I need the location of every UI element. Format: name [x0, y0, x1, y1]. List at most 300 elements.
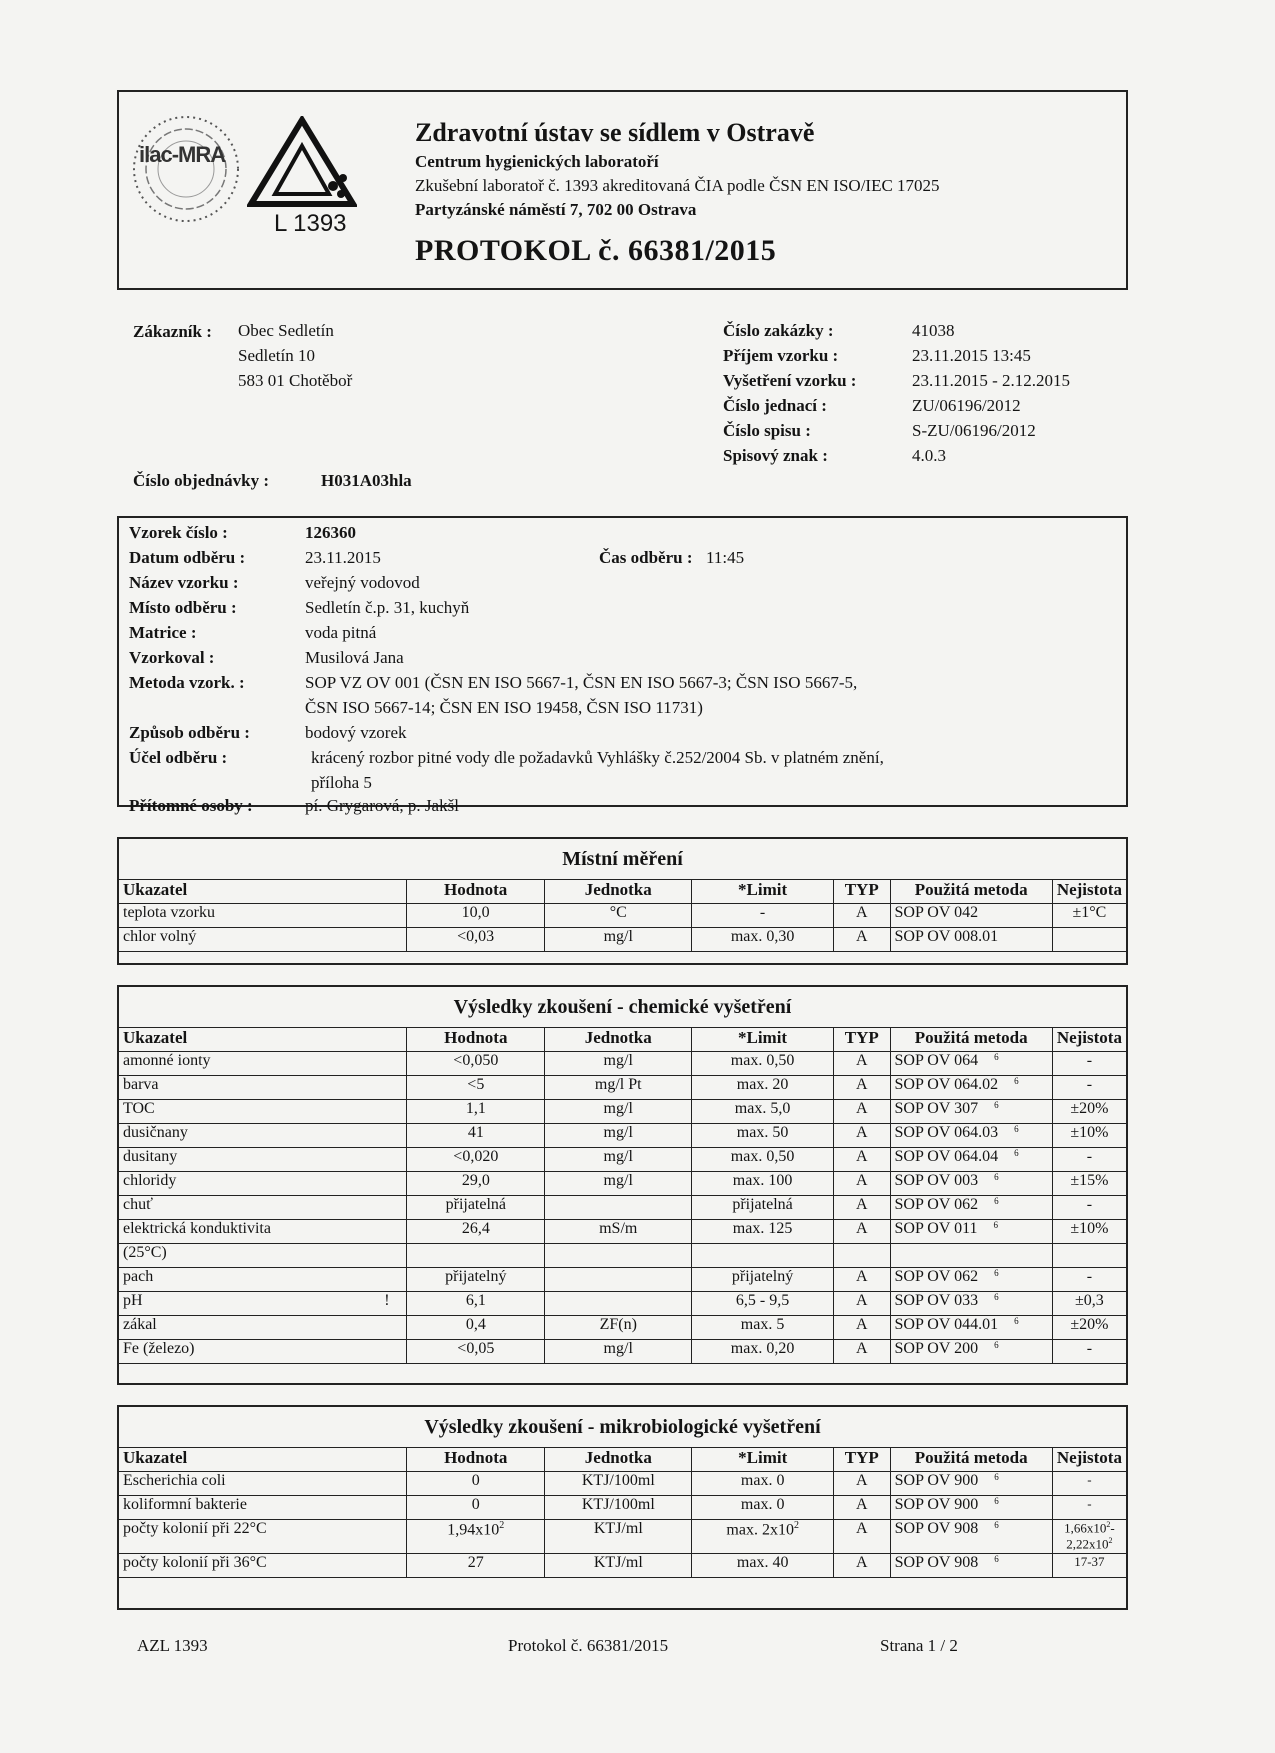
method-text: SOP OV 900	[894, 1496, 979, 1513]
cell: 26,4	[407, 1220, 545, 1244]
cell: A	[833, 1316, 890, 1340]
sampling-purpose-label: Účel odběru :	[129, 748, 228, 767]
col-header: TYP	[833, 880, 890, 904]
cell	[1052, 1520, 1126, 1554]
col-header: TYP	[834, 1448, 891, 1472]
cell: zákal	[119, 1316, 368, 1340]
customer-city: 583 01 Chotěboř	[238, 371, 353, 390]
cell: -	[1052, 1148, 1126, 1172]
cell: přijatelná	[692, 1196, 834, 1220]
cell	[545, 1268, 692, 1292]
cell: A	[834, 1496, 891, 1520]
table-row	[119, 1196, 1127, 1220]
cell	[368, 1052, 407, 1076]
footer-lab-code: AZL 1393	[137, 1636, 208, 1655]
cell	[1052, 1244, 1126, 1268]
order-info-label: Vyšetření vzorku :	[723, 371, 857, 390]
cell	[890, 1553, 1052, 1577]
cell	[368, 1100, 407, 1124]
method-text: SOP OV 064.04	[894, 1148, 999, 1165]
table-row	[119, 1316, 1127, 1340]
page-number: Strana 1 / 2	[880, 1636, 958, 1655]
cell: mg/l	[545, 928, 692, 952]
cell: -	[692, 904, 834, 928]
table-row	[119, 928, 1127, 952]
cell	[545, 1196, 692, 1220]
center-name: Centrum hygienických laboratoří	[415, 152, 659, 171]
method-footnote-mark: 6	[994, 1052, 999, 1062]
cell: přijatelná	[407, 1196, 545, 1220]
sample-time: 11:45	[706, 548, 745, 567]
limit-text: max. 0	[740, 1472, 785, 1489]
cell: Escherichia coli	[119, 1472, 407, 1496]
cell: mg/l Pt	[545, 1076, 692, 1100]
cell: 1,1	[407, 1100, 545, 1124]
cell: max. 0,50	[692, 1148, 834, 1172]
sample-name: veřejný vodovod	[305, 573, 420, 592]
cell: amonné ionty	[119, 1052, 368, 1076]
cell	[407, 1244, 545, 1268]
method-text: SOP OV 062	[894, 1196, 979, 1213]
method-text: SOP OV 064	[894, 1052, 979, 1069]
method-footnote-mark: 6	[994, 1100, 999, 1110]
cell	[890, 1472, 1052, 1496]
customer-label: Zákazník :	[133, 322, 212, 341]
uncertainty-text	[1057, 1472, 1122, 1488]
uncertainty-value: -	[1087, 1472, 1092, 1487]
method-text: SOP OV 908	[894, 1520, 979, 1537]
cell	[890, 1496, 1052, 1520]
table-row	[119, 904, 1127, 928]
sample-date-label: Datum odběru :	[129, 548, 246, 567]
cell	[368, 1340, 407, 1364]
uncertainty-value: 2,22x10	[1066, 1536, 1109, 1552]
limit-text: max. 0	[740, 1496, 785, 1513]
cell: TOC	[119, 1100, 368, 1124]
cell: A	[834, 1553, 891, 1577]
table-row	[119, 1172, 1127, 1196]
table-row	[119, 1496, 1127, 1520]
institute-name: Zdravotní ústav se sídlem v Ostravě	[415, 118, 815, 147]
laboratory-triangle-logo-icon	[247, 116, 357, 208]
method-text: SOP OV 064.03	[894, 1124, 999, 1141]
cell: mg/l	[545, 1340, 692, 1364]
method-footnote-mark: 6	[1014, 1148, 1019, 1158]
cell	[692, 1553, 834, 1577]
protocol-title: PROTOKOL č. 66381/2015	[415, 234, 777, 267]
order-number-value: H031A03hla	[321, 471, 412, 490]
cell: ±0,3	[1052, 1292, 1126, 1316]
cell: max. 5,0	[692, 1100, 834, 1124]
cell	[692, 1472, 834, 1496]
method-footnote-mark: 6	[994, 1172, 999, 1182]
table-row	[119, 1292, 1127, 1316]
exponent: 2	[1108, 1536, 1113, 1546]
col-header: Použitá metoda	[890, 880, 1052, 904]
cell	[890, 1244, 1052, 1268]
value-text: 27	[467, 1553, 484, 1571]
exponent: 2	[1106, 1520, 1111, 1529]
col-header: Použitá metoda	[890, 1448, 1052, 1472]
method-footnote-mark: 6	[994, 1268, 999, 1278]
order-info-value: S-ZU/06196/2012	[912, 421, 1036, 440]
footer-protocol: Protokol č. 66381/2015	[508, 1636, 669, 1655]
sampling-purpose-line1: krácený rozbor pitné vody dle požadavků Vyhlášky č.252/2004 Sb. v platném znění,	[311, 748, 884, 767]
method-text: SOP OV 307	[894, 1100, 979, 1117]
sample-name-label: Název vzorku :	[129, 573, 239, 592]
cell: 10,0	[407, 904, 545, 928]
col-header: Jednotka	[545, 1448, 692, 1472]
method-footnote-mark: 6	[994, 1553, 999, 1564]
uncertainty-text: $1,66x10^2-$	[1064, 1520, 1115, 1536]
cell: -	[1052, 1340, 1126, 1364]
sample-place: Sedletín č.p. 31, kuchyň	[305, 598, 470, 617]
cell: max. 100	[692, 1172, 834, 1196]
table-row	[119, 1268, 1127, 1292]
cell: 6,1	[407, 1292, 545, 1316]
cell: počty kolonií při 36°C	[119, 1553, 407, 1577]
method-text: SOP OV 044.01	[894, 1316, 999, 1333]
cell: teplota vzorku	[119, 904, 407, 928]
cell	[890, 1076, 1052, 1100]
cell: dusitany	[119, 1148, 368, 1172]
cell: mg/l	[545, 1124, 692, 1148]
order-info-label: Číslo spisu :	[723, 421, 811, 440]
col-header: Hodnota	[407, 1448, 545, 1472]
col-header: Nejistota	[1052, 1448, 1126, 1472]
cell: -	[1052, 1268, 1126, 1292]
col-header: *Limit	[692, 1028, 834, 1052]
cell: A	[833, 1076, 890, 1100]
cell: <0,05	[407, 1340, 545, 1364]
sample-matrix: voda pitná	[305, 623, 377, 642]
cell	[1052, 1496, 1126, 1520]
cell: pach	[119, 1268, 368, 1292]
sampling-method-label: Metoda vzork. :	[129, 673, 245, 692]
cell	[407, 1472, 545, 1496]
cell	[407, 1520, 545, 1554]
col-header: Nejistota	[1052, 880, 1126, 904]
col-header: TYP	[833, 1028, 890, 1052]
order-info-label: Číslo zakázky :	[723, 321, 834, 340]
cell: max. 0,50	[692, 1052, 834, 1076]
cell: A	[834, 1520, 891, 1554]
cell: A	[833, 1340, 890, 1364]
cell: A	[833, 1100, 890, 1124]
method-footnote-mark: 6	[994, 1340, 999, 1350]
cell: pH	[119, 1292, 368, 1316]
uncertainty-value: -	[1087, 1496, 1092, 1511]
method-footnote-mark: 6	[994, 1496, 999, 1506]
method-footnote-mark: 6	[994, 1196, 999, 1206]
sampler: Musilová Jana	[305, 648, 404, 667]
sampling-way: bodový vzorek	[305, 723, 407, 742]
cell	[407, 1553, 545, 1577]
cell	[833, 1244, 890, 1268]
cell: barva	[119, 1076, 368, 1100]
cell: -	[1052, 1052, 1126, 1076]
cell	[1052, 1553, 1126, 1577]
cell	[890, 1268, 1052, 1292]
cell: A	[833, 1268, 890, 1292]
order-info-value: ZU/06196/2012	[912, 396, 1021, 415]
table-row	[119, 1100, 1127, 1124]
cell: max. 125	[692, 1220, 834, 1244]
col-header: Jednotka	[545, 1028, 692, 1052]
limit-text: max. 40	[736, 1553, 789, 1571]
cell	[407, 1496, 545, 1520]
institute-address: Partyzánské náměstí 7, 702 00 Ostrava	[415, 200, 697, 219]
table-row	[119, 1553, 1127, 1577]
uncertainty-text	[1057, 1554, 1122, 1570]
cell: mg/l	[545, 1052, 692, 1076]
cell: <5	[407, 1076, 545, 1100]
cell	[890, 1172, 1052, 1196]
cell: ±20%	[1052, 1316, 1126, 1340]
cell: chuť	[119, 1196, 368, 1220]
uncertainty-text	[1057, 1496, 1122, 1512]
col-header: Hodnota	[407, 1028, 545, 1052]
cell	[368, 1196, 407, 1220]
cell: KTJ/ml	[545, 1553, 692, 1577]
sample-number-label: Vzorek číslo :	[129, 523, 228, 542]
sampling-purpose-line2: příloha 5	[311, 773, 372, 792]
cell: KTJ/100ml	[545, 1472, 692, 1496]
cell: mg/l	[545, 1148, 692, 1172]
exponent: 2	[793, 1520, 799, 1531]
cell: KTJ/100ml	[545, 1496, 692, 1520]
cell: SOP OV 008.01	[890, 928, 1052, 952]
cell: max. 50	[692, 1124, 834, 1148]
cell: ±10%	[1052, 1124, 1126, 1148]
method-footnote-mark: 6	[1014, 1124, 1019, 1134]
value-text: 1,94x10	[447, 1521, 500, 1539]
cell: max. 20	[692, 1076, 834, 1100]
ilac-logo-text: ilac-MRA	[139, 142, 226, 167]
cell: Fe (železo)	[119, 1340, 368, 1364]
cell	[890, 1340, 1052, 1364]
cell: chlor volný	[119, 928, 407, 952]
cell	[692, 1496, 834, 1520]
cell: <0,050	[407, 1052, 545, 1076]
cell: mg/l	[545, 1100, 692, 1124]
method-text: SOP OV 900	[894, 1472, 979, 1489]
lab-code: L 1393	[274, 210, 347, 237]
cell: !	[368, 1292, 407, 1316]
cell	[692, 1244, 834, 1268]
cell: ±10%	[1052, 1220, 1126, 1244]
cell	[890, 1220, 1052, 1244]
present-persons-label: Přítomné osoby :	[129, 796, 253, 815]
method-footnote-mark: 6	[1014, 1076, 1019, 1086]
cell	[890, 1148, 1052, 1172]
cell	[890, 1292, 1052, 1316]
header-box	[117, 90, 1128, 290]
cell: ±1°C	[1052, 904, 1126, 928]
uncertainty-value: 17-37	[1074, 1553, 1105, 1569]
col-header: Ukazatel	[119, 880, 407, 904]
local-measurement-title: Místní měření	[119, 839, 1127, 880]
cell: -	[1052, 1196, 1126, 1220]
cell: A	[833, 1052, 890, 1076]
cell	[368, 1220, 407, 1244]
cell: -	[1052, 1076, 1126, 1100]
cell: elektrická konduktivita	[119, 1220, 368, 1244]
cell	[890, 1124, 1052, 1148]
cell: dusičnany	[119, 1124, 368, 1148]
limit-text: max. 2x10	[726, 1521, 794, 1539]
sampling-method-line1: SOP VZ OV 001 (ČSN EN ISO 5667-1, ČSN EN ISO 5667-3; ČSN ISO 5667-5,	[305, 673, 858, 692]
present-persons: pí. Grygarová, p. Jakšl	[305, 796, 459, 815]
cell: ZF(n)	[545, 1316, 692, 1340]
value-text: 0	[471, 1496, 480, 1513]
cell: 0,4	[407, 1316, 545, 1340]
micro-results-title: Výsledky zkoušení - mikrobiologické vyšetření	[119, 1407, 1127, 1448]
exponent: 2	[499, 1520, 505, 1531]
table-row	[119, 1148, 1127, 1172]
order-info-value: 41038	[912, 321, 955, 340]
method-text: SOP OV 064.02	[894, 1076, 999, 1093]
cell: počty kolonií při 22°C	[119, 1520, 407, 1554]
customer-street: Sedletín 10	[238, 346, 315, 365]
cell: mg/l	[545, 1172, 692, 1196]
customer-name: Obec Sedletín	[238, 321, 334, 340]
cell: max. 0,30	[692, 928, 834, 952]
cell	[890, 1100, 1052, 1124]
cell: mS/m	[545, 1220, 692, 1244]
value-text: 0	[471, 1472, 480, 1489]
sampling-way-label: Způsob odběru :	[129, 723, 250, 742]
cell: A	[833, 1172, 890, 1196]
sample-number: 126360	[305, 523, 356, 542]
cell: <0,03	[407, 928, 545, 952]
cell: max. 5	[692, 1316, 834, 1340]
col-header: Jednotka	[545, 880, 692, 904]
col-header: Nejistota	[1052, 1028, 1126, 1052]
cell	[890, 1520, 1052, 1554]
cell: A	[833, 1124, 890, 1148]
sample-place-label: Místo odběru :	[129, 598, 237, 617]
col-header: *Limit	[692, 880, 834, 904]
cell: ±15%	[1052, 1172, 1126, 1196]
cell: ±20%	[1052, 1100, 1126, 1124]
cell	[368, 1124, 407, 1148]
cell	[368, 1148, 407, 1172]
cell	[890, 1052, 1052, 1076]
table-row	[119, 1124, 1127, 1148]
order-info-value: 4.0.3	[912, 446, 946, 465]
cell: přijatelný	[692, 1268, 834, 1292]
cell: (25°C)	[119, 1244, 368, 1268]
cell	[368, 1268, 407, 1292]
table-row	[119, 1052, 1127, 1076]
order-info-label: Číslo jednací :	[723, 396, 827, 415]
sample-matrix-label: Matrice :	[129, 623, 197, 642]
uncertainty-value: 1,66x10	[1064, 1520, 1107, 1536]
chemical-results-title: Výsledky zkoušení - chemické vyšetření	[119, 987, 1127, 1028]
accreditation-text: Zkušební laboratoř č. 1393 akreditovaná ČIA podle ČSN EN ISO/IEC 17025	[415, 176, 940, 195]
table-row	[119, 1244, 1127, 1268]
cell: A	[833, 1292, 890, 1316]
cell	[692, 1520, 834, 1554]
method-text: SOP OV 908	[894, 1553, 979, 1571]
order-info-label: Spisový znak :	[723, 446, 828, 465]
col-header: *Limit	[692, 1448, 834, 1472]
cell: 6,5 - 9,5	[692, 1292, 834, 1316]
method-text: SOP OV 003	[894, 1172, 979, 1189]
col-header: Hodnota	[407, 880, 545, 904]
cell: °C	[545, 904, 692, 928]
cell: A	[834, 1472, 891, 1496]
cell: A	[833, 1196, 890, 1220]
cell: KTJ/ml	[545, 1520, 692, 1554]
cell	[368, 1076, 407, 1100]
cell	[1052, 928, 1126, 952]
sample-date: 23.11.2015	[305, 548, 381, 567]
cell	[545, 1244, 692, 1268]
cell: A	[833, 904, 890, 928]
cell: 41	[407, 1124, 545, 1148]
ilac-mra-seal-icon	[127, 110, 245, 228]
col-header: Ukazatel	[119, 1028, 407, 1052]
cell	[890, 1196, 1052, 1220]
cell: chloridy	[119, 1172, 368, 1196]
col-header: Ukazatel	[119, 1448, 407, 1472]
order-info-label: Příjem vzorku :	[723, 346, 839, 365]
cell: A	[833, 1148, 890, 1172]
method-text: SOP OV 011	[894, 1220, 978, 1237]
cell: A	[833, 928, 890, 952]
sampler-label: Vzorkoval :	[129, 648, 215, 667]
cell	[368, 1316, 407, 1340]
table-row	[119, 1340, 1127, 1364]
method-text: SOP OV 033	[894, 1292, 979, 1309]
method-text: SOP OV 062	[894, 1268, 979, 1285]
method-footnote-mark: 6	[994, 1292, 999, 1302]
col-header: Použitá metoda	[890, 1028, 1052, 1052]
table-row	[119, 1220, 1127, 1244]
cell	[368, 1244, 407, 1268]
table-row	[119, 1472, 1127, 1496]
chemical-results-table	[118, 986, 1127, 1364]
cell	[890, 1316, 1052, 1340]
order-number-label: Číslo objednávky :	[133, 471, 270, 490]
method-footnote-mark: 6	[1014, 1316, 1019, 1326]
method-footnote-mark: 6	[994, 1472, 999, 1482]
cell: <0,020	[407, 1148, 545, 1172]
cell: koliformní bakterie	[119, 1496, 407, 1520]
cell: 29,0	[407, 1172, 545, 1196]
cell: SOP OV 042	[890, 904, 1052, 928]
cell	[545, 1292, 692, 1316]
order-info-value: 23.11.2015 - 2.12.2015	[912, 371, 1071, 390]
cell: max. 0,20	[692, 1340, 834, 1364]
method-text: SOP OV 200	[894, 1340, 979, 1357]
cell	[368, 1172, 407, 1196]
sample-time-label: Čas odběru :	[599, 548, 693, 567]
uncertainty-text	[1057, 1536, 1122, 1552]
table-row	[119, 1520, 1127, 1554]
order-info-value: 23.11.2015 13:45	[912, 346, 1031, 365]
sampling-method-line2: ČSN ISO 5667-14; ČSN EN ISO 19458, ČSN ISO 11731)	[305, 698, 703, 717]
micro-results-table	[118, 1406, 1127, 1578]
cell: A	[833, 1220, 890, 1244]
local-measurement-table	[118, 838, 1127, 952]
method-footnote-mark: 6	[994, 1520, 999, 1530]
cell: přijatelný	[407, 1268, 545, 1292]
cell	[1052, 1472, 1126, 1496]
method-footnote-mark: 6	[993, 1220, 999, 1230]
